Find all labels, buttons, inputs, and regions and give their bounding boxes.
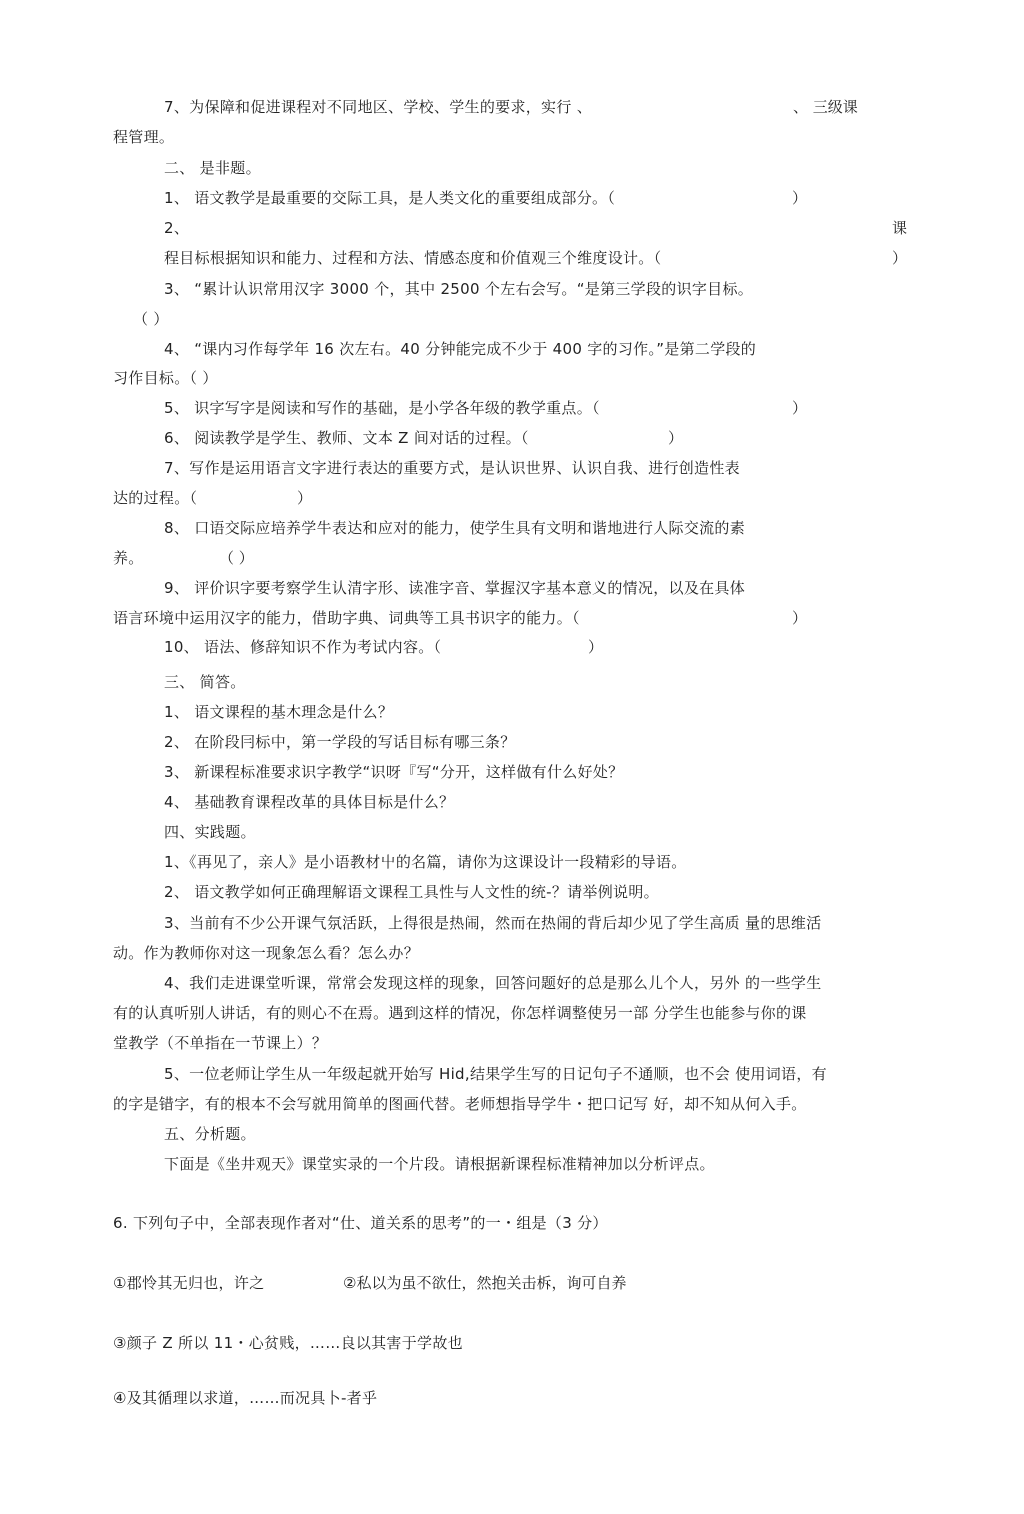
pr-q5-line2: 的字是错字，有的根本不会写就用简单的图画代替。老师想指导学牛・把口记写 好，却不知从何入手。 (113, 1095, 807, 1113)
mc-q6-stem: 6. 下列句子中，全部表现作者对“仕、道关系的思考”的一・组是（3 分） (113, 1214, 608, 1232)
pr-q4-line2: 有的认真听别人讲话，有的则心不在焉。遇到这样的情况，你怎样调整使另一部 分学生也能参与你的课 (113, 1004, 807, 1022)
tf-q2-close: ） (892, 249, 908, 267)
mc-q6-option-2: ②私以为虽不欲仕，然抱关击柝，询可自养 (343, 1274, 627, 1292)
tf-q9-line2: 语言环境中运用汉字的能力，借助字典、词典等工具书识字的能力。（ (113, 609, 580, 627)
sa-q2: 2、 在阶段冃标中，第一学段的写话目标有哪三条？ (164, 733, 516, 751)
tf-q7-line2: 达的过程。（ (113, 489, 198, 507)
section-heading-analysis: 五、分析题。 (164, 1125, 256, 1143)
tf-q6: 6、 阅读教学是学生、教师、文本 Z 间对话的过程。（ (164, 429, 529, 447)
sa-q4: 4、 基础教育课程改革的具体目标是什么？ (164, 793, 455, 811)
q7-text-c: 程管理。 (113, 128, 175, 146)
section-heading-practice: 四、实践题。 (164, 823, 256, 841)
mc-q6-option-1: ①郡怜其无归也，许之 (113, 1274, 265, 1292)
tf-q5-close: ） (792, 399, 808, 417)
sa-q1: 1、 语文课程的基木理念是什么？ (164, 703, 394, 721)
tf-q4-line2: 习作目标。（ ） (113, 369, 218, 387)
tf-q8-line2: 养。 (113, 549, 144, 567)
analysis-intro: 下面是《坐井观天》课堂实录的一个片段。请根据新课程标准精神加以分析评点。 (164, 1155, 715, 1173)
pr-q1: 1、《再见了，亲人》是小语教材屮的名篇，请你为这课设计一段精彩的导语。 (164, 853, 687, 871)
tf-q10-close: ） (588, 638, 604, 656)
tf-q2-line2: 程目标根据知识和能力、过程和方法、情感态度和价值观三个维度设计。（ (164, 249, 662, 267)
tf-q7: 7、写作是运用语言文字进行表达的重要方式，是认识世界、认识自我、进行创造性表 (164, 459, 740, 477)
tf-q2-num: 2、 (164, 219, 190, 237)
tf-q10: 10、 语法、修辞知识不作为考试内容。（ (164, 638, 442, 656)
tf-q8: 8、 口语交际应培养学牛表达和应对的能力，使学生具有文明和谐地进行人际交流的素 (164, 519, 746, 537)
section-heading-short-answer: 三、 简答。 (164, 673, 246, 691)
pr-q4-line3: 堂教学（不单指在一节课上）？ (113, 1034, 328, 1052)
section-heading-true-false: 二、 是非题。 (164, 159, 261, 177)
tf-q6-close: ） (668, 429, 684, 447)
fill-blank-q7 (164, 96, 592, 118)
tf-q9-close: ） (792, 609, 808, 627)
sa-q3: 3、 新课程标准要求识字教学“识呀『写“分开，这样做有什么好处？ (164, 763, 624, 781)
tf-q7-close: ） (297, 489, 313, 507)
tf-q2-tail: 课 (892, 219, 908, 237)
tf-q1-close: ） (792, 189, 808, 207)
pr-q3-line2: 动。作为教师你对这一现象怎么看？怎么办？ (113, 944, 420, 962)
q7-text-b: 、 三级课 (793, 98, 858, 116)
pr-q3-line1: 3、当前有不少公开课气氛活跃，上得很是热闹，然而在热闹的背后却少见了学生高质 量的思维活 (164, 914, 822, 932)
q7-text-a: 7、为保障和促进课程对不同地区、学校、学生的要求，实行 、 (164, 98, 593, 116)
tf-q3-paren: （ ） (133, 310, 169, 328)
mc-q6-option-4: ④及其循理以求道，……而况具卜-者乎 (113, 1389, 378, 1407)
pr-q4-line1: 4、我们走进课堂听课，常常会发现这样的现象，回答问题好的总是那么儿个人，另外 的一些学生 (164, 974, 822, 992)
tf-q3: 3、 “累计认识常用汉字 3000 个，其中 2500 个左右会写。“是第三学段的识字目标。 (164, 280, 754, 298)
pr-q2: 2、 语文教学如何正确理解语文课程工具性与人文性的统-？请举例说明。 (164, 883, 659, 901)
tf-q8-paren: （ ） (219, 549, 254, 567)
pr-q5-line1: 5、一位老师让学生从一年级起就开始写 Hid,结果学生写的日记句子不通顺，也不会 使用词语，有 (164, 1065, 827, 1083)
tf-q5: 5、 识字写字是阅读和写作的基础，是小学各年级的教学重点。（ (164, 399, 600, 417)
mc-q6-option-3: ③颜子 Z 所以 11・心贫贱，……良以其害于学故也 (113, 1334, 463, 1352)
tf-q1: 1、 语文教学是最重要的交际工具，是人类文化的重要组成部分。（ (164, 189, 616, 207)
tf-q4: 4、 “课内习作每学年 16 次左右。40 分钟能完成不少于 400 字的习作。”是第二学段的 (164, 340, 757, 358)
tf-q9: 9、 评价识字要考察学生认清字形、读准字音、掌握汉字基本意义的情况，以及在具体 (164, 579, 746, 597)
